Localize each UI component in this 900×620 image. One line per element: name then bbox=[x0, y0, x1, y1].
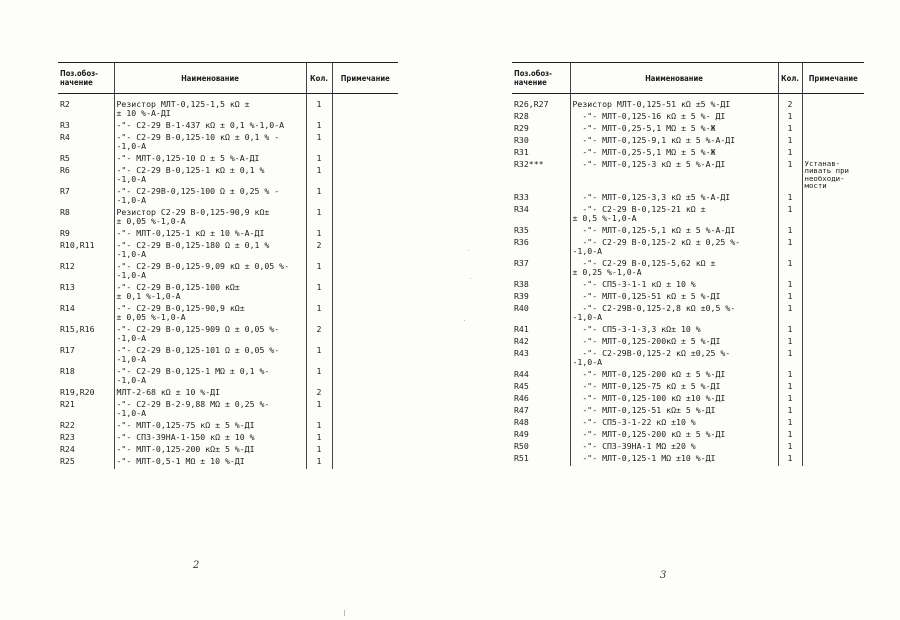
row-pos: R22 bbox=[60, 421, 75, 430]
header-pos-label: Поз.обоз- начение bbox=[60, 69, 98, 87]
row-pos: R49 bbox=[514, 429, 529, 439]
row-name: -"- СП5-3-1-1 кΩ ± 10 % bbox=[570, 280, 778, 292]
row-note bbox=[332, 445, 398, 457]
header-note-label: Примечание bbox=[808, 73, 858, 83]
row-name: -"- С2-29 В-0,125-1 кΩ ± 0,1 % -1,0-А bbox=[114, 166, 306, 187]
row-name: -"- МЛТ-0,125-75 кΩ ± 5 %-ДI bbox=[114, 421, 306, 433]
row-note bbox=[802, 394, 864, 406]
row-qty: 1 bbox=[306, 367, 332, 388]
row-qty: 1 bbox=[306, 229, 332, 241]
table-row bbox=[512, 124, 864, 136]
row-note bbox=[802, 454, 864, 466]
row-note bbox=[802, 325, 864, 337]
row-note bbox=[802, 238, 864, 259]
row-qty: 1 bbox=[306, 400, 332, 421]
row-pos: R42 bbox=[514, 336, 529, 346]
row-pos: R18 bbox=[60, 367, 75, 376]
row-name: -"- С2-29 В-0,125-100 кΩ± ± 0,1 %-1,0-А bbox=[114, 283, 306, 304]
row-name: -"- С2-29 В-0,125-9,09 кΩ ± 0,05 %- -1,0-А bbox=[114, 262, 306, 283]
row-name: -"- С2-29 В-0,125-180 Ω ± 0,1 % -1,0-А bbox=[114, 241, 306, 262]
row-name: -"- МЛТ-0,125-1 МΩ ±10 %-ДI bbox=[570, 454, 778, 466]
row-name: -"- МЛТ-0,125-200 кΩ ± 5 %-ДI bbox=[570, 370, 778, 382]
row-note bbox=[332, 121, 398, 133]
row-qty: 1 bbox=[306, 304, 332, 325]
row-name: -"- МЛТ-0,125-10 Ω ± 5 %-А-ДI bbox=[114, 154, 306, 166]
row-name: -"- МЛТ-0,125-100 кΩ ±10 %-ДI bbox=[570, 394, 778, 406]
row-name: -"- МЛТ-0,125-200 кΩ± 5 %-ДI bbox=[114, 445, 306, 457]
table-row bbox=[512, 205, 864, 226]
row-qty: 1 bbox=[306, 457, 332, 469]
row-name: -"- С2-29 В-2-9,88 МΩ ± 0,25 %- -1,0-А bbox=[114, 400, 306, 421]
row-note bbox=[802, 205, 864, 226]
table-row bbox=[512, 238, 864, 259]
rows-right bbox=[512, 94, 864, 466]
row-note bbox=[802, 370, 864, 382]
table-row bbox=[58, 400, 398, 421]
row-pos: R12 bbox=[60, 262, 75, 271]
row-note: Устанав- ливать при необходи- мости bbox=[802, 160, 864, 193]
row-qty: 1 bbox=[306, 262, 332, 283]
row-qty: 1 bbox=[778, 226, 802, 238]
row-qty: 1 bbox=[778, 442, 802, 454]
table-row bbox=[58, 262, 398, 283]
table-row bbox=[512, 304, 864, 325]
row-note bbox=[332, 154, 398, 166]
row-pos: R31 bbox=[514, 148, 529, 157]
row-qty: 1 bbox=[778, 292, 802, 304]
header-name bbox=[114, 63, 306, 94]
row-pos: R6 bbox=[60, 166, 70, 175]
row-pos: R51 bbox=[514, 453, 529, 463]
row-qty: 1 bbox=[778, 337, 802, 349]
row-name: -"- МЛТ-0,125-200 кΩ ± 5 %-ДI bbox=[570, 430, 778, 442]
row-qty: 1 bbox=[778, 136, 802, 148]
row-pos: R2 bbox=[60, 99, 70, 109]
row-name: -"- МЛТ-0,125-3,3 кΩ ±5 %-А-ДI bbox=[570, 193, 778, 205]
spec-page-right bbox=[512, 62, 864, 466]
row-note bbox=[802, 112, 864, 124]
page-number-left: 2 bbox=[193, 560, 200, 571]
spec-page-left bbox=[58, 62, 398, 469]
row-pos: R43 bbox=[514, 348, 529, 358]
row-qty: 1 bbox=[306, 283, 332, 304]
row-note bbox=[332, 133, 398, 154]
row-pos: R48 bbox=[514, 417, 529, 427]
row-name: -"- С2-29 В-0,125-1 МΩ ± 0,1 %- -1,0-А bbox=[114, 367, 306, 388]
table-header bbox=[512, 63, 864, 94]
row-name: Резистор МЛТ-0,125-51 кΩ ±5 %-ДI bbox=[570, 94, 778, 113]
spec-table-right bbox=[512, 62, 864, 466]
row-pos: R28 bbox=[514, 112, 529, 121]
header-name bbox=[570, 63, 778, 94]
row-pos: R50 bbox=[514, 441, 529, 451]
row-qty: 1 bbox=[778, 349, 802, 370]
table-header bbox=[58, 63, 398, 94]
row-pos: R25 bbox=[60, 457, 75, 466]
row-qty: 1 bbox=[306, 154, 332, 166]
row-note bbox=[332, 433, 398, 445]
table-row bbox=[58, 229, 398, 241]
row-note bbox=[802, 148, 864, 160]
row-pos: R37 bbox=[514, 258, 529, 268]
header-qty bbox=[306, 63, 332, 94]
row-pos: R32*** bbox=[514, 160, 544, 169]
row-pos: R34 bbox=[514, 204, 529, 214]
row-qty: 1 bbox=[778, 394, 802, 406]
table-row bbox=[512, 292, 864, 304]
row-pos: R33 bbox=[514, 192, 529, 202]
row-pos: R19,R20 bbox=[60, 388, 95, 397]
row-note bbox=[802, 292, 864, 304]
table-row bbox=[58, 388, 398, 400]
row-name: -"- МЛТ-0,125-75 кΩ ± 5 %-ДI bbox=[570, 382, 778, 394]
table-row bbox=[58, 133, 398, 154]
row-note bbox=[802, 136, 864, 148]
row-pos: R5 bbox=[60, 154, 70, 163]
table-row bbox=[58, 445, 398, 457]
row-name: -"- МЛТ-0,25-5,1 МΩ ± 5 %-Ж bbox=[570, 148, 778, 160]
row-qty: 1 bbox=[778, 418, 802, 430]
table-row bbox=[512, 430, 864, 442]
row-qty: 1 bbox=[778, 124, 802, 136]
row-name: -"- С2-29 В-0,125-101 Ω ± 0,05 %- -1,0-А bbox=[114, 346, 306, 367]
row-name: -"- С2-29 В-0,125-2 кΩ ± 0,25 %- -1,0-А bbox=[570, 238, 778, 259]
row-name: -"- СП3-39НА-1-150 кΩ ± 10 % bbox=[114, 433, 306, 445]
row-note bbox=[802, 382, 864, 394]
row-qty: 2 bbox=[306, 241, 332, 262]
row-name: -"- МЛТ-0,125-51 кΩ± 5 %-ДI bbox=[570, 406, 778, 418]
table-row bbox=[58, 121, 398, 133]
row-note bbox=[332, 304, 398, 325]
row-pos: R24 bbox=[60, 445, 75, 454]
row-pos: R45 bbox=[514, 381, 529, 391]
table-row bbox=[512, 454, 864, 466]
row-pos: R26,R27 bbox=[514, 99, 549, 109]
row-qty: 2 bbox=[778, 94, 802, 113]
row-pos: R41 bbox=[514, 324, 529, 334]
row-note bbox=[802, 304, 864, 325]
header-name-label: Наименование bbox=[181, 73, 239, 83]
row-note bbox=[802, 442, 864, 454]
table-row bbox=[512, 325, 864, 337]
header-qty-label: Кол. bbox=[310, 73, 328, 83]
row-pos: R7 bbox=[60, 187, 70, 196]
row-name: -"- МЛТ-0,25-5,1 МΩ ± 5 %-Ж bbox=[570, 124, 778, 136]
row-pos: R8 bbox=[60, 208, 70, 217]
row-pos: R47 bbox=[514, 405, 529, 415]
row-pos: R39 bbox=[514, 291, 529, 301]
header-pos-label: Поз.обоз- начение bbox=[514, 69, 552, 87]
row-note bbox=[332, 421, 398, 433]
row-qty: 1 bbox=[778, 205, 802, 226]
header-note bbox=[802, 63, 864, 94]
row-qty: 1 bbox=[306, 166, 332, 187]
row-name: -"- С2-29 В-0,125-909 Ω ± 0,05 %- -1,0-А bbox=[114, 325, 306, 346]
row-note bbox=[332, 400, 398, 421]
row-note bbox=[802, 430, 864, 442]
table-row bbox=[512, 280, 864, 292]
row-qty: 1 bbox=[778, 148, 802, 160]
row-note bbox=[802, 280, 864, 292]
table-row bbox=[512, 259, 864, 280]
table-row bbox=[58, 241, 398, 262]
table-row bbox=[512, 442, 864, 454]
row-pos: R36 bbox=[514, 237, 529, 247]
page-number-right: 3 bbox=[660, 570, 667, 581]
row-pos: R40 bbox=[514, 303, 529, 313]
row-note bbox=[802, 94, 864, 113]
row-pos: R44 bbox=[514, 369, 529, 379]
header-pos bbox=[512, 63, 570, 94]
row-name: -"- МЛТ-0,125-16 кΩ ± 5 %- ДI bbox=[570, 112, 778, 124]
row-pos: R3 bbox=[60, 121, 70, 130]
row-name: -"- С2-29 В-0,125-21 кΩ ± ± 0,5 %-1,0-А bbox=[570, 205, 778, 226]
table-row bbox=[512, 94, 864, 113]
row-qty: 1 bbox=[778, 304, 802, 325]
row-note bbox=[332, 283, 398, 304]
table-row bbox=[58, 421, 398, 433]
row-pos: R9 bbox=[60, 229, 70, 238]
row-pos: R17 bbox=[60, 346, 75, 355]
header-note-label: Примечание bbox=[340, 73, 390, 83]
row-qty: 2 bbox=[306, 325, 332, 346]
row-pos: R4 bbox=[60, 133, 70, 142]
row-name: -"- С2-29 В-1-437 кΩ ± 0,1 %-1,0-А bbox=[114, 121, 306, 133]
row-qty: 1 bbox=[306, 346, 332, 367]
table-row bbox=[58, 94, 398, 122]
row-qty: 1 bbox=[778, 259, 802, 280]
table-row bbox=[58, 433, 398, 445]
row-note bbox=[332, 241, 398, 262]
row-name: Резистор С2-29 В-0,125-90,9 кΩ± ± 0,05 %-1,0-А bbox=[114, 208, 306, 229]
row-qty: 1 bbox=[778, 325, 802, 337]
row-note bbox=[332, 457, 398, 469]
row-pos: R13 bbox=[60, 283, 75, 292]
row-name: -"- С2-29 В-0,125-5,62 кΩ ± ± 0,25 %-1,0-А bbox=[570, 259, 778, 280]
header-note bbox=[332, 63, 398, 94]
row-qty: 1 bbox=[306, 187, 332, 208]
table-row bbox=[58, 154, 398, 166]
row-qty: 1 bbox=[778, 112, 802, 124]
table-row bbox=[512, 370, 864, 382]
row-name: -"- СП5-3-1-22 кΩ ±10 % bbox=[570, 418, 778, 430]
row-name: -"- С2-29В-0,125-2 кΩ ±0,25 %- -1,0-А bbox=[570, 349, 778, 370]
row-pos: R21 bbox=[60, 400, 75, 409]
row-qty: 1 bbox=[306, 133, 332, 154]
table-row bbox=[58, 457, 398, 469]
table-row bbox=[58, 304, 398, 325]
row-pos: R30 bbox=[514, 136, 529, 145]
header-name-label: Наименование bbox=[645, 73, 703, 83]
row-name: -"- МЛТ-0,125-3 кΩ ± 5 %-А-ДI bbox=[570, 160, 778, 193]
row-name: -"- МЛТ-0,5-1 МΩ ± 10 %-ДI bbox=[114, 457, 306, 469]
row-note bbox=[802, 406, 864, 418]
table-row bbox=[58, 166, 398, 187]
row-note bbox=[332, 325, 398, 346]
table-row bbox=[58, 346, 398, 367]
row-qty: 2 bbox=[306, 388, 332, 400]
row-pos: R29 bbox=[514, 124, 529, 133]
table-row bbox=[512, 337, 864, 349]
row-name: МЛТ-2-68 кΩ ± 10 %-ДI bbox=[114, 388, 306, 400]
table-row bbox=[512, 136, 864, 148]
row-name: -"- МЛТ-0,125-51 кΩ ± 5 %-ДI bbox=[570, 292, 778, 304]
row-note bbox=[332, 388, 398, 400]
table-row bbox=[512, 148, 864, 160]
row-note bbox=[802, 259, 864, 280]
table-row bbox=[512, 193, 864, 205]
row-name: -"- С2-29В-0,125-100 Ω ± 0,25 % - -1,0-А bbox=[114, 187, 306, 208]
row-qty: 1 bbox=[306, 433, 332, 445]
row-qty: 1 bbox=[778, 454, 802, 466]
row-note bbox=[802, 124, 864, 136]
row-note bbox=[332, 262, 398, 283]
table-row bbox=[512, 112, 864, 124]
table-row bbox=[58, 208, 398, 229]
row-pos: R10,R11 bbox=[60, 241, 95, 250]
header-qty bbox=[778, 63, 802, 94]
row-pos: R15,R16 bbox=[60, 325, 95, 334]
row-note bbox=[332, 94, 398, 122]
row-qty: 1 bbox=[778, 160, 802, 193]
table-row bbox=[512, 382, 864, 394]
row-pos: R46 bbox=[514, 393, 529, 403]
row-name: -"- МЛТ-0,125-5,1 кΩ ± 5 %-А-ДI bbox=[570, 226, 778, 238]
rows-left bbox=[58, 94, 398, 470]
row-name: -"- МЛТ-0,125-1 кΩ ± 10 %-А-ДI bbox=[114, 229, 306, 241]
table-row bbox=[512, 394, 864, 406]
row-note bbox=[332, 166, 398, 187]
row-note bbox=[332, 367, 398, 388]
row-qty: 1 bbox=[778, 406, 802, 418]
row-qty: 1 bbox=[306, 94, 332, 122]
row-note bbox=[802, 418, 864, 430]
row-note bbox=[802, 226, 864, 238]
header-qty-label: Кол. bbox=[781, 73, 799, 83]
row-name: -"- С2-29В-0,125-2,8 кΩ ±0,5 %- -1,0-А bbox=[570, 304, 778, 325]
row-qty: 1 bbox=[778, 280, 802, 292]
row-pos: R23 bbox=[60, 433, 75, 442]
table-row bbox=[512, 226, 864, 238]
header-pos bbox=[58, 63, 114, 94]
row-qty: 1 bbox=[778, 430, 802, 442]
row-note bbox=[332, 187, 398, 208]
row-name: -"- С2-29 В-0,125-10 кΩ ± 0,1 % - -1,0-А bbox=[114, 133, 306, 154]
row-qty: 1 bbox=[778, 370, 802, 382]
table-row bbox=[512, 160, 864, 193]
row-name: -"- МЛТ-0,125-9,1 кΩ ± 5 %-А-ДI bbox=[570, 136, 778, 148]
spec-table-left bbox=[58, 62, 398, 469]
row-note bbox=[332, 346, 398, 367]
row-name: Резистор МЛТ-0,125-1,5 кΩ ± ± 10 %-А-ДI bbox=[114, 94, 306, 122]
row-name: -"- МЛТ-0,125-200кΩ ± 5 %-ДI bbox=[570, 337, 778, 349]
row-note bbox=[802, 193, 864, 205]
table-row bbox=[58, 187, 398, 208]
table-row bbox=[512, 418, 864, 430]
row-name: -"- СП3-39НА-1 МΩ ±20 % bbox=[570, 442, 778, 454]
table-row bbox=[512, 349, 864, 370]
row-qty: 1 bbox=[306, 421, 332, 433]
row-qty: 1 bbox=[778, 238, 802, 259]
row-pos: R14 bbox=[60, 304, 75, 313]
row-note bbox=[802, 349, 864, 370]
row-qty: 1 bbox=[306, 445, 332, 457]
table-row bbox=[58, 367, 398, 388]
row-qty: 1 bbox=[778, 382, 802, 394]
row-note bbox=[802, 337, 864, 349]
row-name: -"- СП5-3-1-3,3 кΩ± 10 % bbox=[570, 325, 778, 337]
row-qty: 1 bbox=[306, 208, 332, 229]
row-note bbox=[332, 229, 398, 241]
row-pos: R38 bbox=[514, 279, 529, 289]
row-note bbox=[332, 208, 398, 229]
row-pos: R35 bbox=[514, 225, 529, 235]
row-name: -"- С2-29 В-0,125-90,9 кΩ± ± 0,05 %-1,0-А bbox=[114, 304, 306, 325]
row-qty: 1 bbox=[778, 193, 802, 205]
table-row bbox=[512, 406, 864, 418]
table-row bbox=[58, 283, 398, 304]
table-row bbox=[58, 325, 398, 346]
row-qty: 1 bbox=[306, 121, 332, 133]
